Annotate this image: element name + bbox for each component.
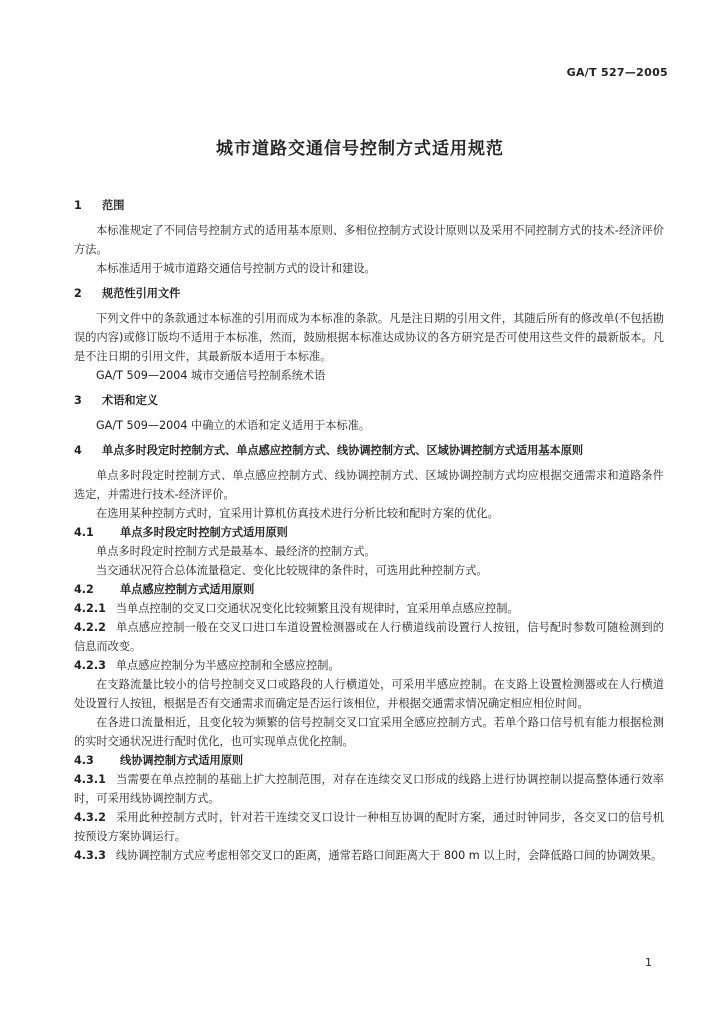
subsection-number: 4.2 bbox=[74, 583, 94, 596]
section-number: 4 bbox=[74, 444, 82, 457]
paragraph: 本标准适用于城市道路交通信号控制方式的设计和建设。 bbox=[96, 262, 376, 275]
section-heading-4 bbox=[74, 441, 664, 460]
section-number: 3 bbox=[74, 394, 82, 407]
subsection-heading-4-1 bbox=[74, 523, 664, 542]
paragraph: 下列文件中的条款通过本标准的引用而成为本标准的条款。凡是注日期的引用文件，其随后所有的修改单(不包括勘误的内容)或修订版均不适用于本标准，然而，鼓励根据本标准达成协议的各方研究是否可使用这些文件的最新版本。凡是不注日期的引用文件，其最新版本适用于本标准。 bbox=[74, 312, 664, 363]
section-number: 1 bbox=[74, 199, 82, 212]
subsection-title: 线协调控制方式适用原则 bbox=[120, 754, 244, 767]
clause-number: 4.2.1 bbox=[74, 602, 106, 615]
subsection-heading-4-3 bbox=[74, 751, 664, 770]
clause-number: 4.2.2 bbox=[74, 621, 106, 634]
clause-number: 4.2.3 bbox=[74, 659, 106, 672]
subsection-title: 单点多时段定时控制方式适用原则 bbox=[120, 526, 288, 539]
paragraph: 在选用某种控制方式时，宜采用计算机仿真技术进行分析比较和配时方案的优化。 bbox=[96, 507, 499, 520]
subsection-heading-4-2 bbox=[74, 580, 664, 599]
section-title: 规范性引用文件 bbox=[102, 287, 181, 300]
reference-entry: GA/T 509—2004 城市交通信号控制系统术语 bbox=[96, 369, 326, 382]
paragraph: 单点多时段定时控制方式、单点感应控制方式、线协调控制方式、区域协调控制方式均应根据交通需求和道路条件选定，并需进行技术-经济评价。 bbox=[74, 469, 664, 501]
paragraph: 在各进口流量相近，且变化较为频繁的信号控制交叉口宜采用全感应控制方式。若单个路口信号机有能力根据检测的实时交通状况进行配时优化，也可实现单点优化控制。 bbox=[74, 716, 664, 748]
clause-4-2-1 bbox=[74, 599, 664, 618]
section-heading-2 bbox=[74, 284, 664, 303]
subsection-number: 4.1 bbox=[74, 526, 94, 539]
clause-number: 4.3.2 bbox=[74, 811, 106, 824]
subsection-title: 单点感应控制方式适用原则 bbox=[120, 583, 255, 596]
clause-text: 采用此种控制方式时，针对若干连续交叉口设计一种相互协调的配时方案，通过时钟同步，各交叉口的信号机按预设方案协调运行。 bbox=[74, 811, 664, 843]
clause-4-2-2 bbox=[74, 618, 664, 656]
section-heading-1 bbox=[74, 196, 664, 215]
clause-text: 当需要在单点控制的基础上扩大控制范围，对存在连续交叉口形成的线路上进行协调控制以提高整体通行效率时，可采用线协调控制方式。 bbox=[74, 773, 664, 805]
section-title: 单点多时段定时控制方式、单点感应控制方式、线协调控制方式、区域协调控制方式适用基本原则 bbox=[102, 444, 584, 457]
clause-text: 单点感应控制一般在交叉口进口车道设置检测器或在人行横道线前设置行人按钮，信号配时参数可随检测到的信息而改变。 bbox=[74, 621, 664, 653]
page-number: 1 bbox=[645, 956, 652, 969]
section-title: 术语和定义 bbox=[102, 394, 158, 407]
paragraph: 在支路流量比较小的信号控制交叉口或路段的人行横道处，可采用半感应控制。在支路上设置检测器或在人行横道处设置行人按钮，根据是否有交通需求而确定是否运行该相位，并根据交通需求情况确定相应相位时间。 bbox=[74, 678, 664, 710]
clause-4-2-3 bbox=[74, 656, 664, 675]
section-heading-3 bbox=[74, 391, 664, 410]
clause-4-3-3 bbox=[74, 846, 664, 865]
clause-4-3-2 bbox=[74, 808, 664, 846]
subsection-number: 4.3 bbox=[74, 754, 94, 767]
paragraph: 当交通状况符合总体流量稳定、变化比较规律的条件时，可选用此种控制方式。 bbox=[96, 564, 488, 577]
clause-text: 当单点控制的交叉口交通状况变化比较频繁且没有规律时，宜采用单点感应控制。 bbox=[115, 602, 519, 615]
clause-text: 线协调控制方式应考虑相邻交叉口的距离，通常若路口间距离大于 800 m 以上时，会降低路口间的协调效果。 bbox=[115, 849, 663, 862]
paragraph: GA/T 509—2004 中确立的术语和定义适用于本标准。 bbox=[96, 419, 371, 432]
clause-number: 4.3.1 bbox=[74, 773, 106, 786]
paragraph: 本标准规定了不同信号控制方式的适用基本原则、多相位控制方式设计原则以及采用不同控制方式的技术-经济评价方法。 bbox=[74, 224, 664, 256]
document-title: 城市道路交通信号控制方式适用规范 bbox=[216, 139, 504, 159]
section-title: 范围 bbox=[102, 199, 125, 212]
section-number: 2 bbox=[74, 287, 82, 300]
clause-text: 单点感应控制分为半感应控制和全感应控制。 bbox=[115, 659, 340, 672]
document-body bbox=[74, 190, 664, 865]
clause-4-3-1 bbox=[74, 770, 664, 808]
document-code: GA/T 527—2005 bbox=[566, 66, 668, 79]
paragraph: 单点多时段定时控制方式是最基本、最经济的控制方式。 bbox=[96, 545, 376, 558]
clause-number: 4.3.3 bbox=[74, 849, 106, 862]
